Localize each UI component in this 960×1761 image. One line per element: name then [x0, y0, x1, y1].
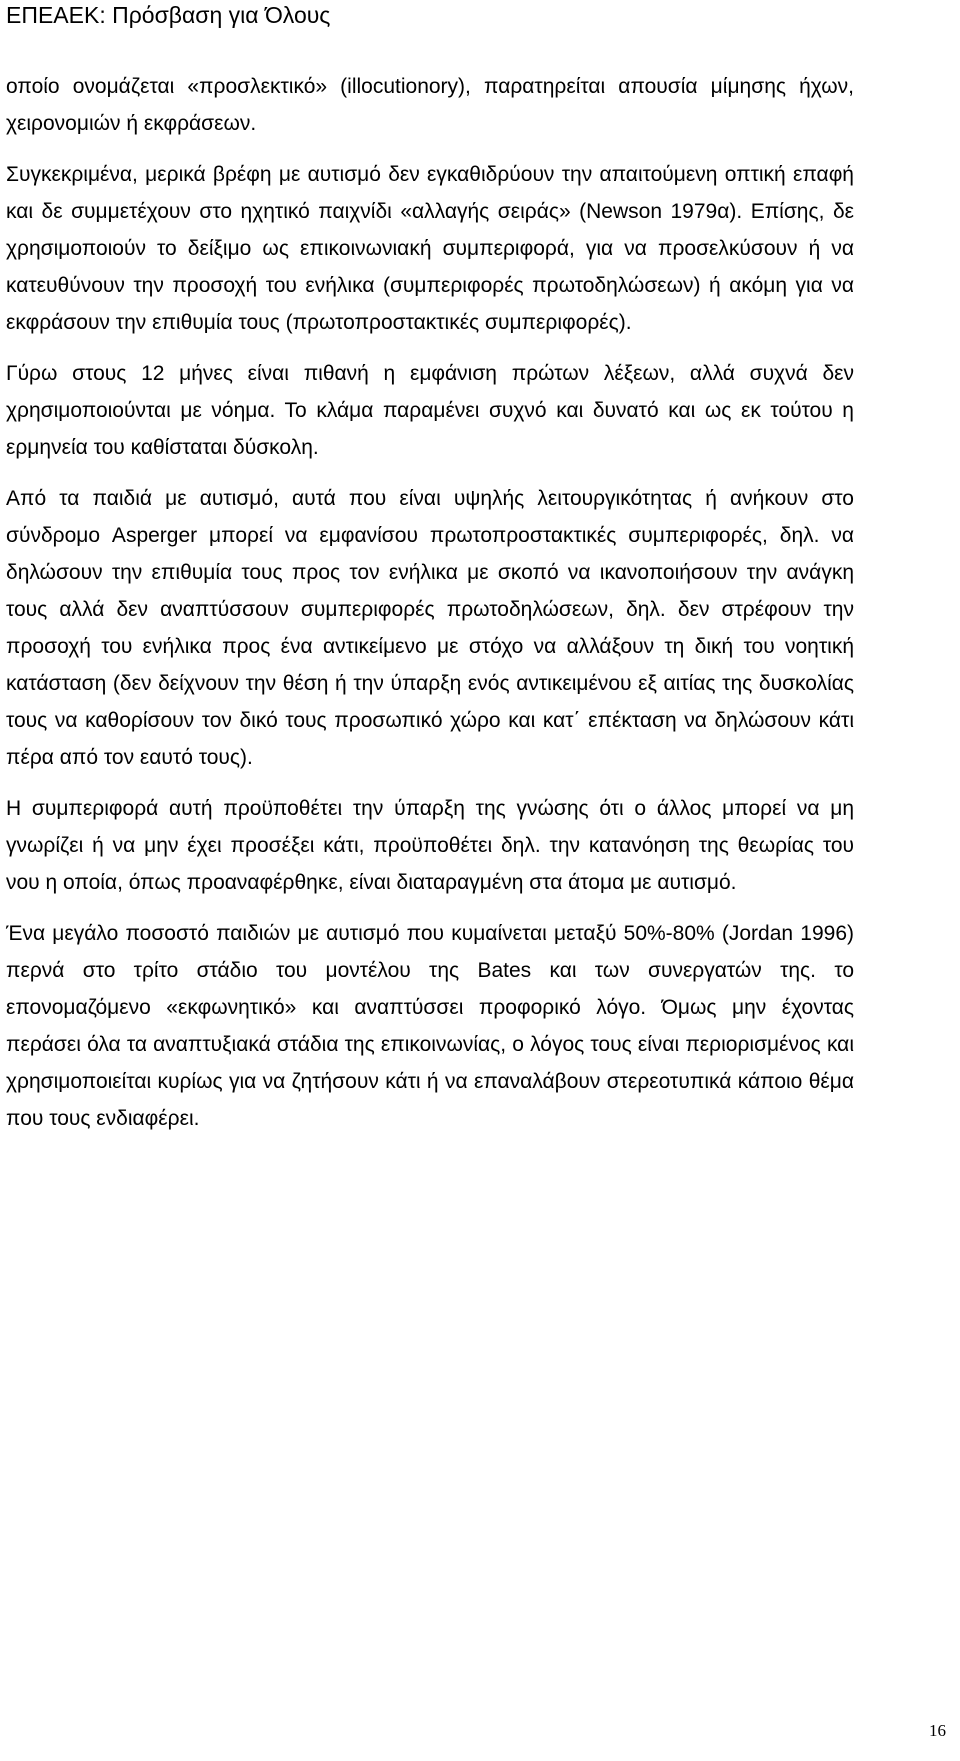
paragraph-eye-contact: Συγκεκριμένα, μερικά βρέφη με αυτισμό δεν εγκαθιδρύουν την απαιτούμενη οπτική επαφή και δε συμμετέχουν στο ηχητικό παιχνίδι «αλλαγής σειράς» (Newson 1979α). Επίσης, δε χρησιμοποιούν το δείξιμο ως επικοινωνιακή συμπεριφορά, για να προσελκύσουν ή να κατευθύνουν την προσοχή του ενήλικα (συμπεριφορές πρωτοδηλώσεων) ή ακόμη για να εκφράσουν την επιθυμία τους (πρωτοπροστακτικές συμπεριφορές). [6, 163, 854, 334]
page-number: 16 [929, 1721, 946, 1740]
paragraph-first-words: Γύρω στους 12 μήνες είναι πιθανή η εμφάνιση πρώτων λέξεων, αλλά συχνά δεν χρησιμοποιούνται με νόημα. Το κλάμα παραμένει συχνό και δυνατό και ως εκ τούτου η ερμηνεία του καθίσταται δύσκολη. [6, 362, 854, 459]
paragraph-speech-development: Ένα μεγάλο ποσοστό παιδιών με αυτισμό που κυμαίνεται μεταξύ 50%-80% (Jordan 1996) περνά στο τρίτο στάδιο του μοντέλου της Bates και των συνεργατών της. το επονομαζόμενο «εκφωνητικό» και αναπτύσσει προφορικό λόγο. Όμως μην έχοντας περάσει όλα τα αναπτυξιακά στάδια της επικοινωνίας, ο λόγος τους είναι περιορισμένος και χρησιμοποιείται κυρίως για να ζητήσουν κάτι ή να επαναλάβουν στερεοτυπικά κάποιο θέμα που τους ενδιαφέρει. [6, 922, 854, 1130]
page-header: ΕΠΕΑΕΚ: Πρόσβαση για Όλους [6, 2, 331, 28]
paragraph-continuation: οποίο ονομάζεται «προσλεκτικό» (illocutionory), παρατηρείται απουσία μίμησης ήχων, χειρονομιών ή εκφράσεων. [6, 75, 854, 135]
document-body [6, 68, 854, 1151]
paragraph-theory-of-mind: Η συμπεριφορά αυτή προϋποθέτει την ύπαρξη της γνώσης ότι ο άλλος μπορεί να μη γνωρίζει ή να μην έχει προσέξει κάτι, προϋποθέτει δηλ. την κατανόηση της θεωρίας του νου η οποία, όπως προαναφέρθηκε, είναι διαταραγμένη στα άτομα με αυτισμό. [6, 797, 854, 894]
paragraph-asperger: Από τα παιδιά με αυτισμό, αυτά που είναι υψηλής λειτουργικότητας ή ανήκουν στο σύνδρομο Asperger μπορεί να εμφανίσου πρωτοπροστακτικές συμπεριφορές, δηλ. να δηλώσουν την επιθυμία τους προς τον ενήλικα με σκοπό να ικανοποιήσουν την ανάγκη τους αλλά δεν αναπτύσσουν συμπεριφορές πρωτοδηλώσεων, δηλ. δεν στρέφουν την προσοχή του ενήλικα προς ένα αντικείμενο με στόχο να αλλάξουν τη δική του νοητική κατάσταση (δεν δείχνουν την θέση ή την ύπαρξη ενός αντικειμένου εξ αιτίας της δυσκολίας τους να καθορίσουν τον δικό τους προσωπικό χώρο και κατ΄ επέκταση να δηλώσουν κάτι πέρα από τον εαυτό τους). [6, 487, 854, 769]
